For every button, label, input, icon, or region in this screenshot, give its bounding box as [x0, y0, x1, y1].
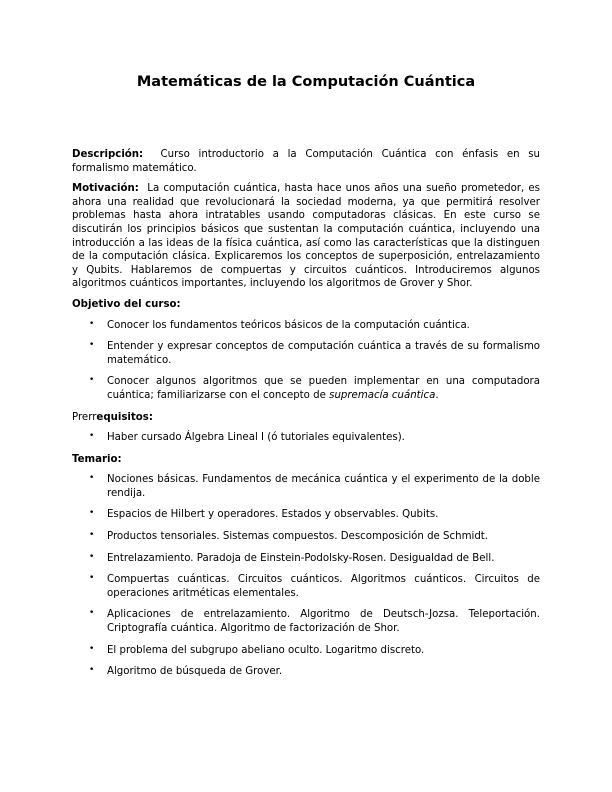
document-title: Matemáticas de la Computación Cuántica [136, 74, 476, 90]
list-item: • Compuertas cuánticas. Circuitos cuánticos. Algoritmos cuánticos. Circuitos de operaciones aritméticas elementales. [89, 573, 540, 599]
bullet-icon: • [89, 665, 95, 676]
list-item: • Conocer los fundamentos teóricos básicos de la computación cuántica. [89, 318, 470, 331]
bullet-icon: • [89, 473, 95, 484]
bullet-icon: • [89, 551, 95, 562]
bullet-icon: • [89, 643, 95, 654]
bullet-icon: • [89, 530, 95, 541]
list-item: • Productos tensoriales. Sistemas compuestos. Descomposición de Schmidt. [89, 530, 489, 543]
bullet-icon: • [89, 573, 95, 584]
motivation-text: La computación cuántica, hasta hace unos años una sueño prometedor, es ahora una realidad que revolucionará la sociedad moderna, ya que permitirá resolver problemas hasta ahora intratables usando computadoras clásicas. En este curso se discutirán los principios básicos que sustentan la computación cuántica, incluyendo una introducción a las ideas de la física cuántica, así como las características que la distinguen de la computación clásica. Explicaremos los conceptos de superposición, entrelazamiento y Qubits. Hablaremos de compuertas y circuitos cuánticos. Introduciremos algunos algoritmos cuánticos importantes, incluyendo los algoritmos de Grover y Shor. [72, 183, 540, 290]
description-paragraph [72, 148, 540, 175]
document-body [72, 148, 540, 687]
bullet-icon: • [89, 508, 95, 519]
description-label: Descripción: [72, 149, 144, 160]
objective-list [72, 319, 540, 403]
objective-heading: Objetivo del curso: [72, 298, 181, 310]
list-item: • Entrelazamiento. Paradoja de Einstein-Podolsky-Rosen. Desigualdad de Bell. [89, 551, 495, 564]
list-item: • Aplicaciones de entrelazamiento. Algoritmo de Deutsch-Jozsa. Teleportación. Criptografía cuántica. Algoritmo de factorización de Shor. [89, 608, 540, 635]
description-text: Curso introductorio a la Computación Cuántica con énfasis en su formalismo matemático. [72, 149, 541, 174]
prerequisites-list [72, 431, 540, 445]
motivation-label: Motivación: [72, 183, 139, 195]
bullet-icon: • [89, 318, 95, 329]
list-item: • Nociones básicas. Fundamentos de mecánica cuántica y el experimento de la doble rendija. [89, 473, 540, 499]
syllabus-heading: Temario: [72, 453, 122, 465]
list-item: • El problema del subgrupo abeliano oculto. Logaritmo discreto. [89, 643, 425, 656]
list-item: • Entender y expresar conceptos de computación cuántica a través de su formalismo matemático. [89, 340, 540, 366]
prerequisites-heading: Prerrequisitos: [72, 411, 153, 423]
syllabus-list [72, 473, 540, 679]
list-item: • Algoritmo de búsqueda de Grover. [89, 665, 283, 678]
bullet-icon: • [89, 340, 95, 351]
list-item: • Haber cursado Álgebra Lineal I (ó tutoriales equivalentes). [89, 431, 405, 444]
bullet-icon: • [89, 608, 95, 619]
bullet-icon: • [89, 375, 95, 386]
bullet-icon: • [89, 431, 95, 442]
motivation-paragraph [72, 182, 540, 291]
emphasis-text: supremacía cuántica [329, 389, 436, 401]
list-item: • Conocer algunos algoritmos que se pueden implementar en una computadora cuántica; familiarizarse con el concepto de supremacía cuántica. [89, 375, 540, 401]
list-item: • Espacios de Hilbert y operadores. Estados y observables. Qubits. [89, 508, 439, 521]
